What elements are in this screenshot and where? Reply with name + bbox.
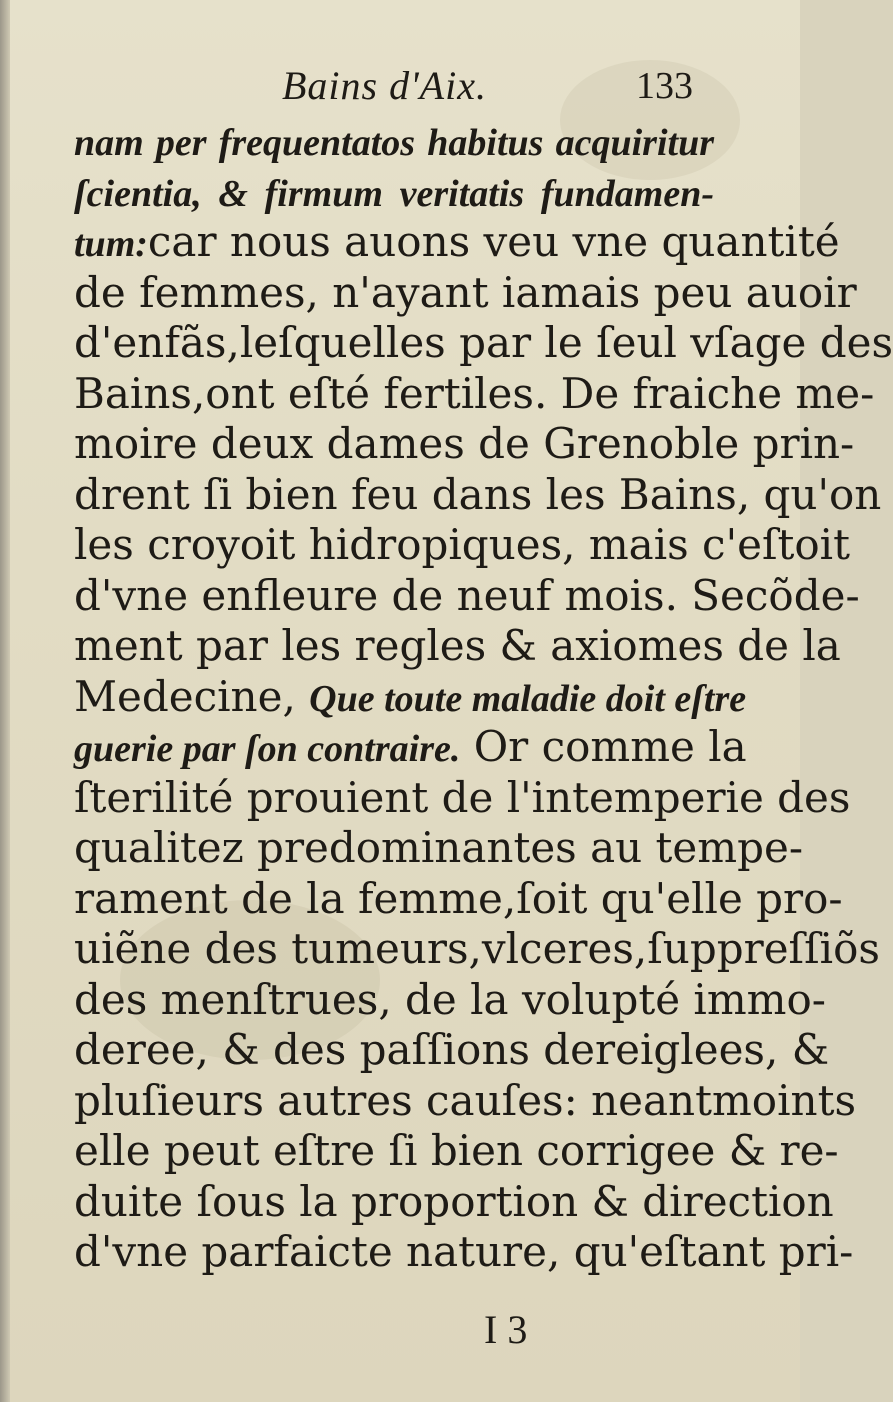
text-run: moire deux dames de Grenoble prin- <box>74 419 855 468</box>
text-line <box>74 217 840 268</box>
text-line <box>74 772 851 824</box>
italic-text-run: nam per frequentatos habitus acquiritur <box>74 122 714 164</box>
text-run: Medecine, <box>74 671 310 721</box>
text-line <box>74 671 747 723</box>
italic-text-run: tum: <box>74 223 148 265</box>
text-line <box>74 1227 854 1278</box>
text-run: d'enfãs,leſquelles par le ſeul vſage des <box>74 318 893 367</box>
text-run: pluſieurs autres cauſes: neantmoints <box>74 1075 857 1125</box>
text-run: uiẽne des tumeurs,vlceres,ſuppreſſiõs <box>74 924 880 973</box>
text-run: Bains,ont eſté fertiles. De fraiche me- <box>74 368 875 418</box>
text-line <box>74 419 855 470</box>
text-line <box>74 823 804 874</box>
text-line <box>74 1176 834 1228</box>
text-run: ment par les regles & axiomes de la <box>74 621 841 670</box>
text-run: elle peut eſtre ſi bien corrigee & re- <box>74 1126 839 1175</box>
text-line <box>74 1126 839 1177</box>
text-line <box>74 318 893 369</box>
running-head <box>0 62 800 112</box>
text-run: drent ſi bien feu dans les Bains, qu'on <box>74 469 882 519</box>
text-line <box>74 1075 857 1127</box>
text-run: des menſtrues, de la volupté immo- <box>74 974 826 1024</box>
text-line <box>74 167 714 218</box>
text-line <box>74 520 850 571</box>
text-line <box>74 469 882 521</box>
text-line <box>74 1025 830 1076</box>
text-line <box>74 368 875 420</box>
text-run: rament de la femme,ſoit qu'elle pro- <box>74 873 843 923</box>
running-head-title: Bains d'Aix. <box>282 63 487 108</box>
signature-mark: I 3 <box>484 1307 528 1352</box>
text-line <box>74 924 880 975</box>
text-line <box>74 722 747 773</box>
text-line <box>74 974 826 1026</box>
text-run: les croyoit hidropiques, mais c'eſtoit <box>74 520 850 569</box>
text-line <box>74 267 857 319</box>
page-number: 133 <box>636 65 693 107</box>
italic-text-run: Que toute maladie doit eſtre <box>309 677 747 720</box>
text-run: qualitez predominantes au tempe- <box>74 823 804 872</box>
text-line <box>74 621 841 672</box>
text-run: car nous auons veu vne quantité <box>147 217 840 266</box>
text-run: d'vne enfleure de neuf mois. Secõde- <box>74 570 860 620</box>
page-edge-shadow <box>0 0 10 1402</box>
text-line <box>74 116 714 167</box>
body-text <box>74 116 893 1278</box>
text-run: de femmes, n'ayant iamais peu auoir <box>74 267 857 317</box>
text-run: duite ſous la proportion & direction <box>74 1176 834 1226</box>
italic-text-run: ſcientia, & firmum veritatis fundamen- <box>74 172 714 215</box>
text-run: ſterilité prouient de l'intemperie des <box>74 772 851 822</box>
text-run: d'vne parfaicte nature, qu'eſtant pri- <box>74 1227 854 1276</box>
text-line <box>74 873 843 925</box>
text-run: deree, & des paſſions dereiglees, & <box>74 1025 830 1074</box>
text-line <box>74 570 860 622</box>
italic-text-run: guerie par ſon contraire. <box>74 728 461 770</box>
text-run: Or comme la <box>460 722 747 771</box>
